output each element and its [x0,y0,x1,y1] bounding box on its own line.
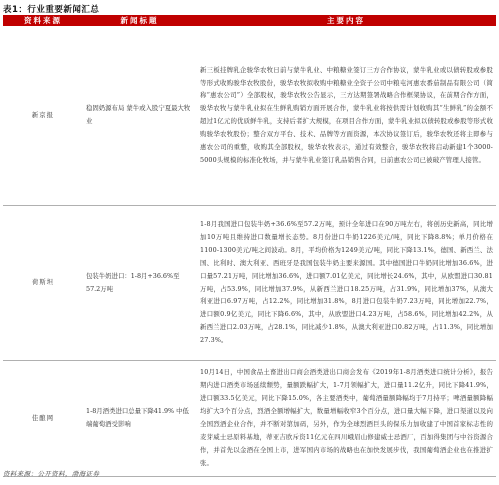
row-title: 1-8月酒类进口总量下降41.9% 中低端葡萄酒受影响 [83,360,196,476]
header-source: 资料来源 [3,15,83,26]
row-title: 包装牛奶进口：1-8月+36.6%至57.2万吨 [83,205,196,360]
row-content: 新三板挂牌乳企骏华农牧日前与蒙牛乳业、中粮糖业签订三方合作协议，蒙牛乳业或以债转股或参股等形式收购骏华农牧股份，骏华农牧拟收购中粮糖业全资子公司中粮屯河惠农番茄制品有限公司（简称“惠农公司”）全部股权，骏华农牧公告显示，三方达期签署战略合作框架协议，在前期合作方面，骏华农牧与蒙牛乳业拟在生鲜乳购销方面开展合作，蒙牛乳业将按供需计划收购其“生鲜乳”的金额不超过1亿元的优质鲜牛乳，支持后者扩大规模，在项目合作方面，蒙牛乳业拟以债转股或参股等形式收购骏华农牧股份；整合双方平台、技术、品牌等方面资源，本次协议签订后，骏华农牧还将主即参与惠农公司的重整，收购其全部股权，骏华农牧表示，通过有效整合，骏华农牧将启动新建1个3000-5000头规模的标准化牧场，并与蒙牛乳业签订乳品销售合同，日前惠农公司已被破产管理人接管。 [196,26,496,205]
header-content: 主要内容 [196,15,496,26]
news-summary-table [3,15,496,477]
table-row [3,360,496,476]
table-row [3,205,496,360]
source-footnote: 资料来源：公开资料，渤海证券 [3,470,100,478]
row-source: 新京报 [3,26,83,205]
header-title: 新闻标题 [83,15,196,26]
row-source: 荷斯坦 [3,205,83,360]
table-row [3,26,496,205]
row-title: 稳固奶源布局 蒙牛或入股宁夏最大牧业 [83,26,196,205]
row-source: 佳酿网 [3,360,83,476]
row-content: 10月14日，中国食品土畜进出口商会酒类进出口商会发布《2019年1-8月酒类进口统计分析》，报告期内进口酒类市场延续颓势，量额跌幅扩大，1-7月领幅扩大，进口量11.2亿升，同比下降41.9%，进口额33.5亿美元，同比下降15.0%，各主要酒类中，葡萄酒量额降幅均于7月持平；啤酒量额降幅均扩大3个百分点，烈酒全额增幅扩大，数量增幅收窄3个百分点，进口量大幅下降，进口渠道以及向全国烈酒企业合作，并不断对第加码，另外，作为全球烈酒巨头的保乐力加收建了中国首家标志性的麦芽威士忌原料基地，蒂亚吉欧斥资11亿元在四川峨眉山修建威士忌酒厂，百加得集团与中谷资源合作，并首先以金酒在全国上市，进军国内市场的战略也在加快发展步伐，我国葡萄酒企业也在推进扩张。 [196,360,496,476]
table-caption: 表1：行业重要新闻汇总 [3,5,100,15]
table-header-row [3,15,496,26]
row-content: 1-8月我国进口包装牛奶+36.6%至57.2万吨，预计全年进口在90万吨左右，将创历史新高，同比增加10万吨且维持进口数量增长态势。8月份进口牛奶1226美元/吨，同比下降8.8%；单月价格在1100-1300美元/吨之间波动。8月，平均价格为1249美元/吨，同比下降13.1%，德国、新西兰、法国、比利时、澳大利亚、西班牙是我国包装牛奶主要来源国。其中德国进口牛奶同比增加36.6%，进口量57.21万吨，同比增加36.6%，进口额7.01亿美元，同比增长24.6%，其中，从欧盟进口30.81万吨，占53.9%，同比增加37.9%，从新西兰进口18.25万吨，占31.9%，同比增加37%，从澳大利亚进口6.97万吨，占12.2%，同比增加31.8%，8月进口包装牛奶7.23万吨，同比增加22.7%，进口额0.9亿美元，同比下降6.6%，其中，从欧盟进口4.23万吨，占58.6%，同比增加42.2%，从新西兰进口2.03万吨，占28.1%，同比减少1.8%，从澳大利亚进口0.82万吨，占11.3%，同比增加27.3%。 [196,205,496,360]
